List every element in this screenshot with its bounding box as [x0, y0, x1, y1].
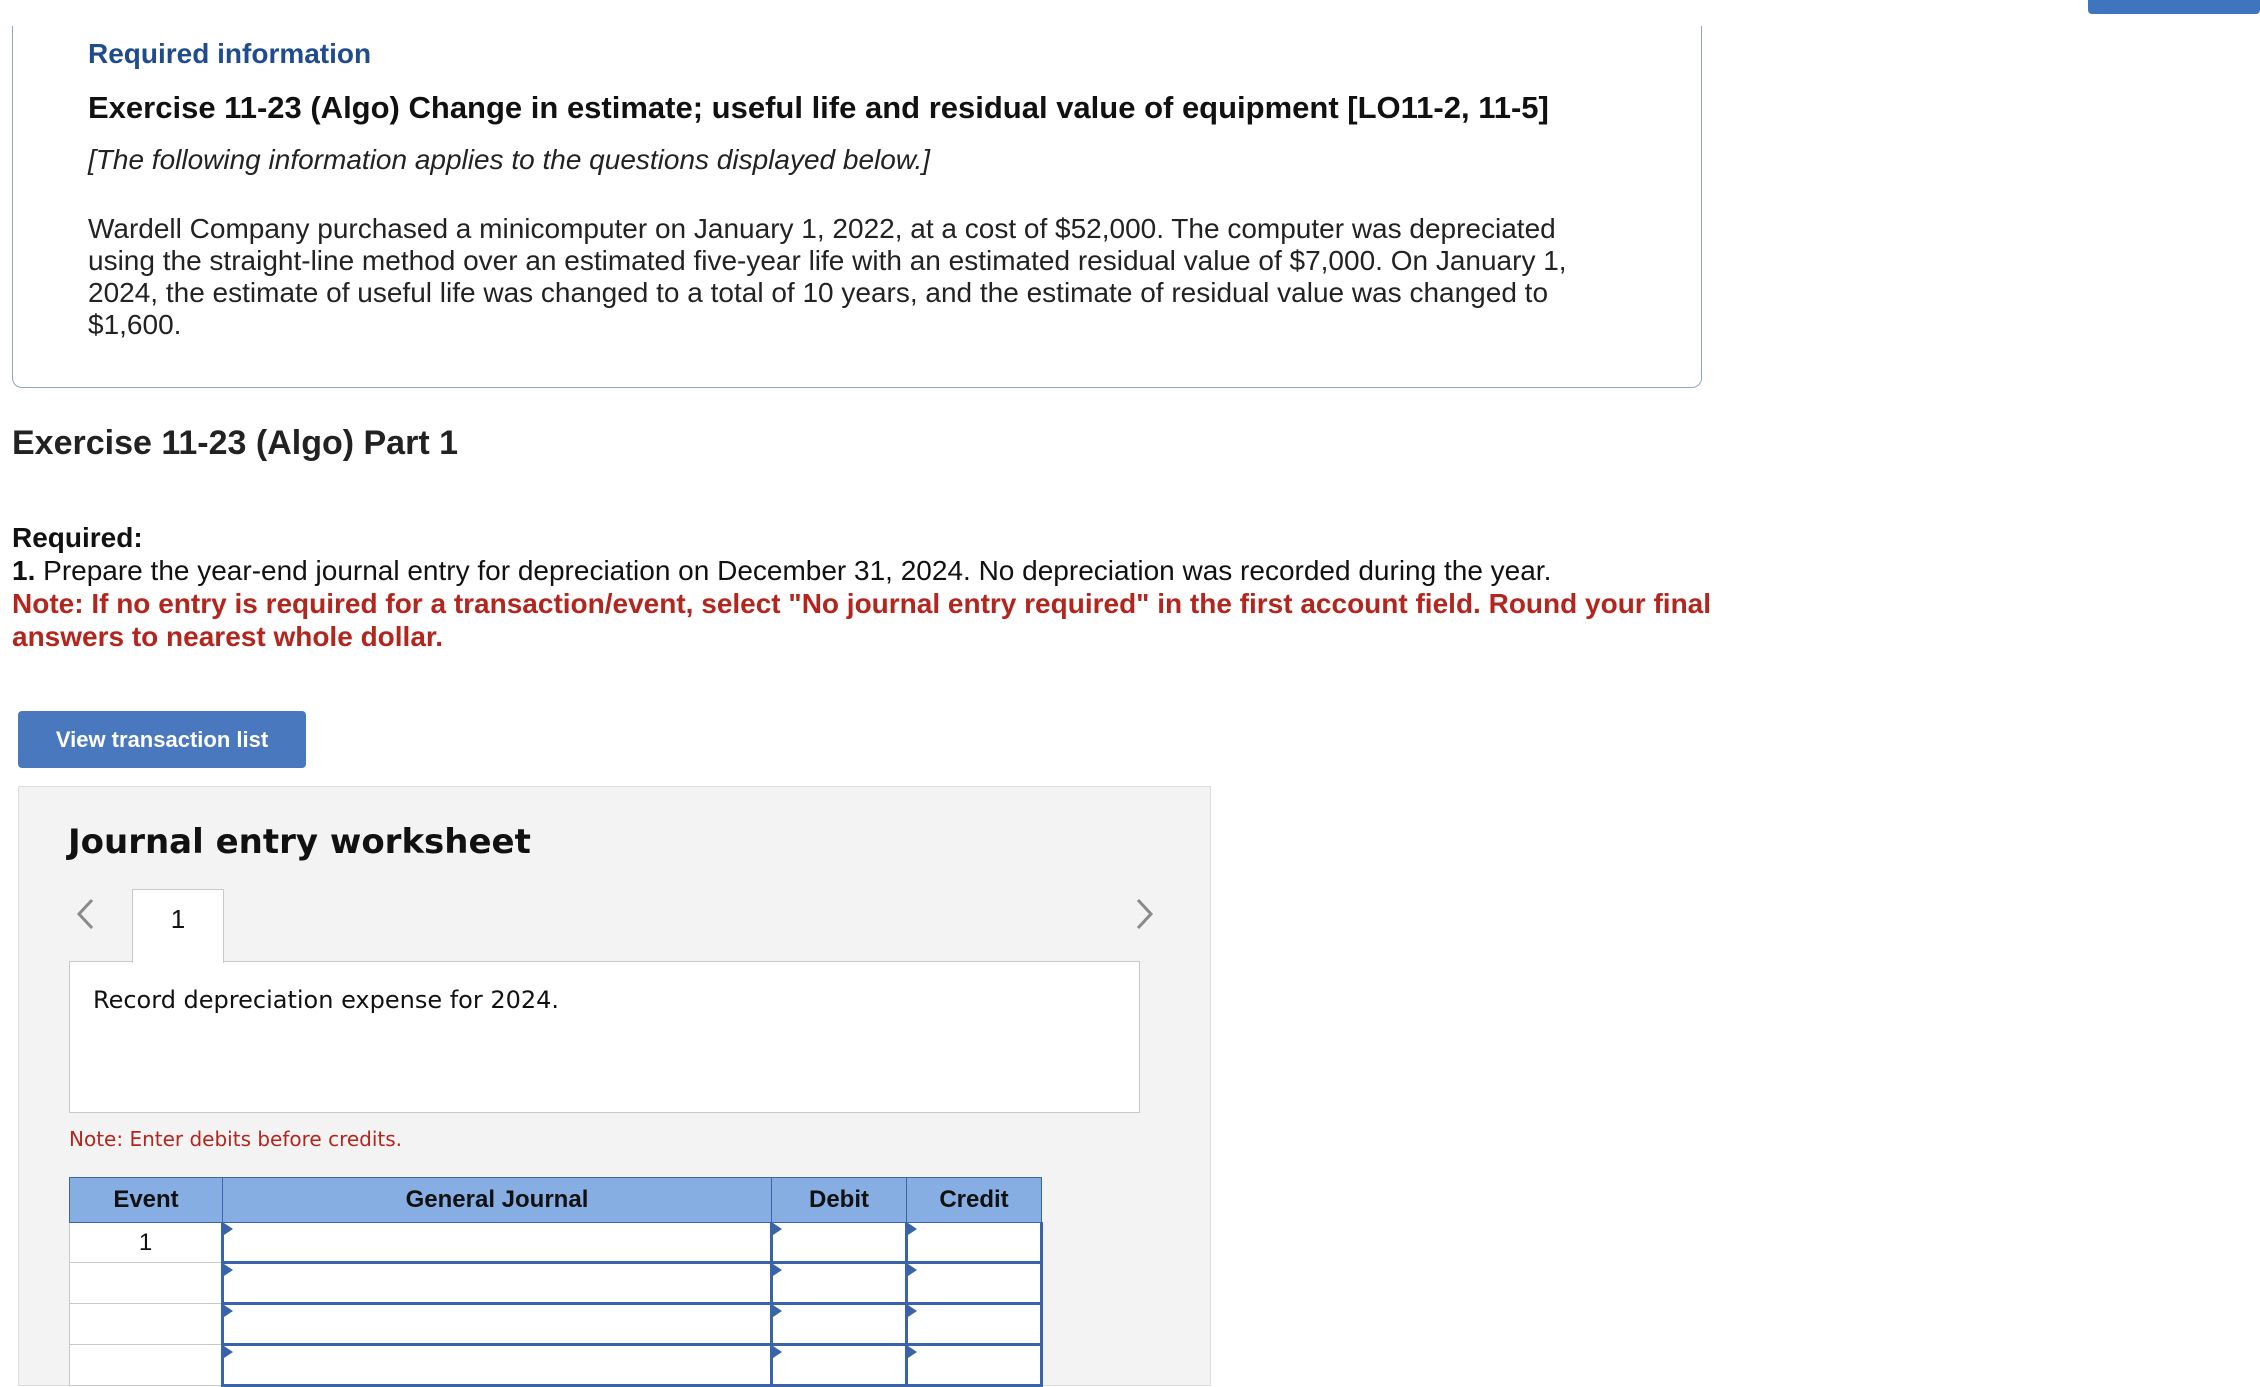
account-select[interactable] — [223, 1304, 772, 1345]
column-header-credit: Credit — [907, 1178, 1042, 1223]
table-row — [70, 1345, 1042, 1386]
credit-input[interactable] — [907, 1223, 1042, 1263]
table-header-row — [70, 1178, 1042, 1223]
event-cell: 1 — [70, 1223, 223, 1263]
required-section — [12, 521, 1712, 653]
top-right-tab[interactable] — [2088, 0, 2260, 14]
debit-input[interactable] — [772, 1304, 907, 1345]
exercise-title: Exercise 11-23 (Algo) Change in estimate; useful life and residual value of equipment [LO11-2, 11-5] — [88, 90, 1549, 125]
column-header-event: Event — [70, 1178, 223, 1223]
applies-note: [The following information applies to the questions displayed below.] — [88, 144, 931, 175]
part-title: Exercise 11-23 (Algo) Part 1 — [12, 424, 459, 462]
debits-credits-note: Note: Enter debits before credits. — [69, 1127, 403, 1151]
event-cell — [70, 1263, 223, 1304]
required-instruction — [12, 554, 1712, 587]
required-information-heading: Required information — [88, 38, 372, 69]
required-instruction-text: Prepare the year-end journal entry for depreciation on December 31, 2024. No depreciation was recorded during the year. — [43, 555, 1552, 586]
debit-input[interactable] — [772, 1263, 907, 1304]
event-cell — [70, 1304, 223, 1345]
debit-input[interactable] — [772, 1223, 907, 1263]
column-header-general-journal: General Journal — [223, 1178, 772, 1223]
table-row — [70, 1223, 1042, 1263]
transaction-description: Record depreciation expense for 2024. — [93, 986, 560, 1014]
column-header-debit: Debit — [772, 1178, 907, 1223]
view-transaction-list-button[interactable]: View transaction list — [18, 711, 306, 768]
table-row — [70, 1263, 1042, 1304]
credit-input[interactable] — [907, 1304, 1042, 1345]
account-select[interactable] — [223, 1345, 772, 1386]
chevron-left-icon[interactable] — [70, 892, 100, 936]
required-note: Note: If no entry is required for a transaction/event, select "No journal entry required" in the first account field. Round your final answers to nearest whole dollar. — [12, 588, 1712, 652]
debit-input[interactable] — [772, 1345, 907, 1386]
problem-text: Wardell Company purchased a minicomputer on January 1, 2022, at a cost of $52,000. The computer was depreciated using the straight-line method over an estimated five-year life with an estimated residual value of $7,000. On January 1, 2024, the estimate of useful life was changed to a total of 10 years, and the estimate of residual value was changed to $1,600. — [88, 213, 1567, 340]
account-select[interactable] — [223, 1263, 772, 1304]
required-label: Required: — [12, 522, 143, 553]
table-row — [70, 1304, 1042, 1345]
account-select[interactable] — [223, 1223, 772, 1263]
transaction-description-box — [69, 961, 1140, 1113]
required-number: 1. — [12, 555, 36, 586]
worksheet-title: Journal entry worksheet — [68, 822, 531, 862]
event-cell — [70, 1345, 223, 1386]
worksheet-tab-1[interactable]: 1 — [132, 889, 224, 963]
credit-input[interactable] — [907, 1263, 1042, 1304]
chevron-right-icon[interactable] — [1130, 892, 1160, 936]
credit-input[interactable] — [907, 1345, 1042, 1386]
general-journal-table — [69, 1177, 1043, 1387]
